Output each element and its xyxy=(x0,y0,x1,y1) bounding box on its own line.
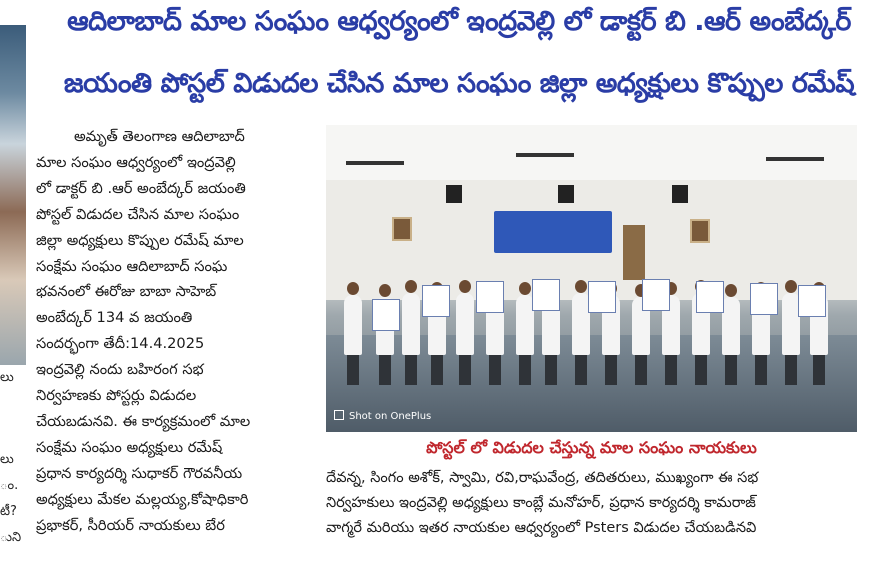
held-poster xyxy=(532,279,560,311)
body-line: ప్రధాన కార్యదర్శి సుధాకర్ గౌరవనీయ xyxy=(36,464,243,482)
body-line: వాగ్మరే మరియు ఇతర నాయకుల ఆధ్వర్యంలో Psters విడుదల చేయబడినవి xyxy=(326,520,757,536)
adjacent-text-fragment: ుని xyxy=(0,530,22,545)
headline-line-2: జయంతి పోస్టల్ విడుదల చేసిన మాల సంఘం జిల్లా అధ్యక్షులు కొప్పుల రమేష్ xyxy=(63,68,855,99)
held-poster xyxy=(696,281,724,313)
body-line: సందర్భంగా తేదీ:14.4.2025 xyxy=(36,335,205,353)
held-poster xyxy=(588,281,616,313)
body-line: నిర్వహకులు ఇంద్రవెల్లి అధ్యక్షులు కాంబ్లే మనోహర్, ప్రధాన కార్యదర్శి కామరాజ్ xyxy=(326,495,756,511)
wall-speaker xyxy=(672,185,688,203)
photo-caption: పోస్టల్ లో విడుదల చేస్తున్న మాల సంఘం నాయకులు xyxy=(426,438,757,457)
body-line: ప్రభాకర్, సీరియర్ నాయకులు బేర xyxy=(36,516,225,534)
photo-ceiling xyxy=(326,125,857,180)
adjacent-article-strip xyxy=(0,0,30,562)
adjacent-text-fragment: లు xyxy=(0,452,14,467)
held-poster xyxy=(642,279,670,311)
body-line: పోస్టల్ విడుదల చేసిన మాల సంఘం xyxy=(36,205,240,223)
body-line: మాల సంఘం ఆధ్వర్యంలో ఇంద్రవెల్లి xyxy=(36,153,236,171)
event-photo xyxy=(326,125,857,432)
wall-speaker xyxy=(558,185,574,203)
article-body xyxy=(36,124,316,539)
ceiling-fan xyxy=(516,153,574,157)
adjacent-article-photo xyxy=(0,25,26,365)
adjacent-text-fragment: లు xyxy=(0,370,14,385)
person-figure xyxy=(722,297,740,355)
article-continuation xyxy=(326,466,861,541)
adjacent-text-fragment: టీ? xyxy=(0,504,17,519)
body-line: అధ్యక్షులు మేకల మల్లయ్య,కోషాధికారి xyxy=(36,490,249,508)
person-figure xyxy=(402,293,420,355)
body-line: చేయబడునవి. ఈ కార్యక్రమంలో మాల xyxy=(36,412,251,430)
headline-line-1: ఆదిలాబాద్ మాల సంఘం ఆధ్వర్యంలో ఇంద్రవెల్లి లో డాక్టర్ బి .ఆర్ అంబేద్కర్ xyxy=(67,6,851,37)
ceiling-fan xyxy=(346,161,404,165)
body-line: సంక్షేమ సంఘం ఆదిలాబాద్ సంఘ xyxy=(36,257,228,275)
body-line: నిర్వహణకు పోస్టర్లు విడుదల xyxy=(36,387,197,405)
body-line: సంక్షేమ సంఘం అధ్యక్షులు రమేష్ xyxy=(36,438,223,456)
body-line: జిల్లా అధ్యక్షులు కొప్పుల రమేష్ మాల xyxy=(36,231,244,249)
adjacent-text-fragment: ం. xyxy=(0,478,19,493)
held-poster xyxy=(422,285,450,317)
ceiling-fan xyxy=(766,157,824,161)
body-line: ఇంద్రవెల్లి నందు బహిరంగ సభ xyxy=(36,361,204,379)
camera-watermark xyxy=(334,410,431,422)
body-line: దేవన్న, సింగం అశోక్, స్వామి, రవి,రాఘవేంద్ర, తదితరులు, ముఖ్యంగా ఈ సభ xyxy=(326,470,759,486)
person-figure xyxy=(344,295,362,355)
watermark-text: Shot on OnePlus xyxy=(349,411,432,422)
body-line: అమృత్ తెలంగాణ ఆదిలాబాద్ xyxy=(74,128,245,145)
wall-speaker xyxy=(446,185,462,203)
held-poster xyxy=(750,283,778,315)
person-figure xyxy=(456,293,474,355)
body-line: భవనంలో ఈరోజు బాబా సాహెబ్ xyxy=(36,283,217,301)
held-poster xyxy=(476,281,504,313)
body-line: లో డాక్టర్ బి .ఆర్ అంబేద్కర్ జయంతి xyxy=(36,179,246,197)
held-poster xyxy=(372,299,400,331)
body-line: అంబేద్కర్ 134 వ జయంతి xyxy=(36,309,193,327)
watermark-icon xyxy=(334,410,344,420)
held-poster xyxy=(798,285,826,317)
crowd-group xyxy=(336,235,836,355)
